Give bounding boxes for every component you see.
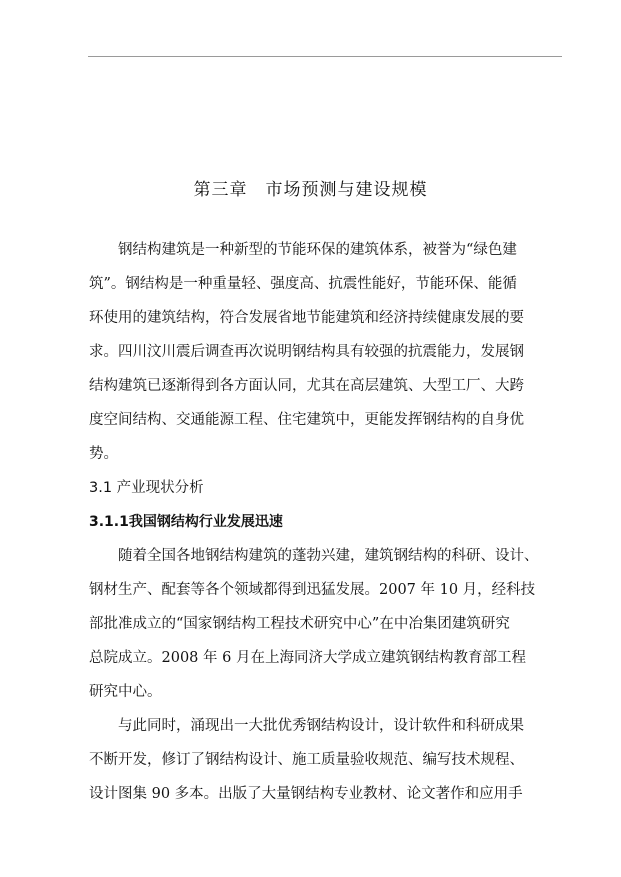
subsection-heading: 3.1.1我国钢结构行业发展迅速 xyxy=(89,514,283,530)
para2-line: 部批准成立的“国家钢结构工程技术研究中心”在中冶集团建筑研究 xyxy=(89,616,510,632)
header-rule xyxy=(88,56,562,57)
chapter-title: 第三章 市场预测与建设规模 xyxy=(193,180,428,200)
para1-line: 环使用的建筑结构，符合发展省地节能建筑和经济持续健康发展的要 xyxy=(89,310,524,326)
para1-line: 势。 xyxy=(89,446,118,462)
para1-line: 钢结构建筑是一种新型的节能环保的建筑体系，被誉为“绿色建 xyxy=(118,242,517,258)
para1-line: 结构建筑已逐渐得到各方面认同，尤其在高层建筑、大型工厂、大跨 xyxy=(89,378,524,394)
para1-line: 度空间结构、交通能源工程、住宅建筑中，更能发挥钢结构的自身优 xyxy=(89,412,524,428)
para3-line: 与此同时，涌现出一大批优秀钢结构设计，设计软件和科研成果 xyxy=(118,718,524,734)
para3-line: 设计图集 90 多本。出版了大量钢结构专业教材、论文著作和应用手 xyxy=(89,786,523,802)
para2-line: 总院成立。2008 年 6 月在上海同济大学成立建筑钢结构教育部工程 xyxy=(89,650,526,666)
para2-line: 钢材生产、配套等各个领域都得到迅猛发展。2007 年 10 月，经科技 xyxy=(89,582,536,598)
section-heading: 3.1 产业现状分析 xyxy=(89,480,204,496)
para2-line: 随着全国各地钢结构建筑的蓬勃兴建，建筑钢结构的科研、设计、 xyxy=(118,548,539,564)
para1-line: 求。四川汶川震后调查再次说明钢结构具有较强的抗震能力，发展钢 xyxy=(89,344,524,360)
para3-line: 不断开发，修订了钢结构设计、施工质量验收规范、编写技术规程、 xyxy=(89,752,524,768)
para1-line: 筑”。钢结构是一种重量轻、强度高、抗震性能好，节能环保、能循 xyxy=(89,276,517,292)
para2-line: 研究中心。 xyxy=(89,684,162,700)
